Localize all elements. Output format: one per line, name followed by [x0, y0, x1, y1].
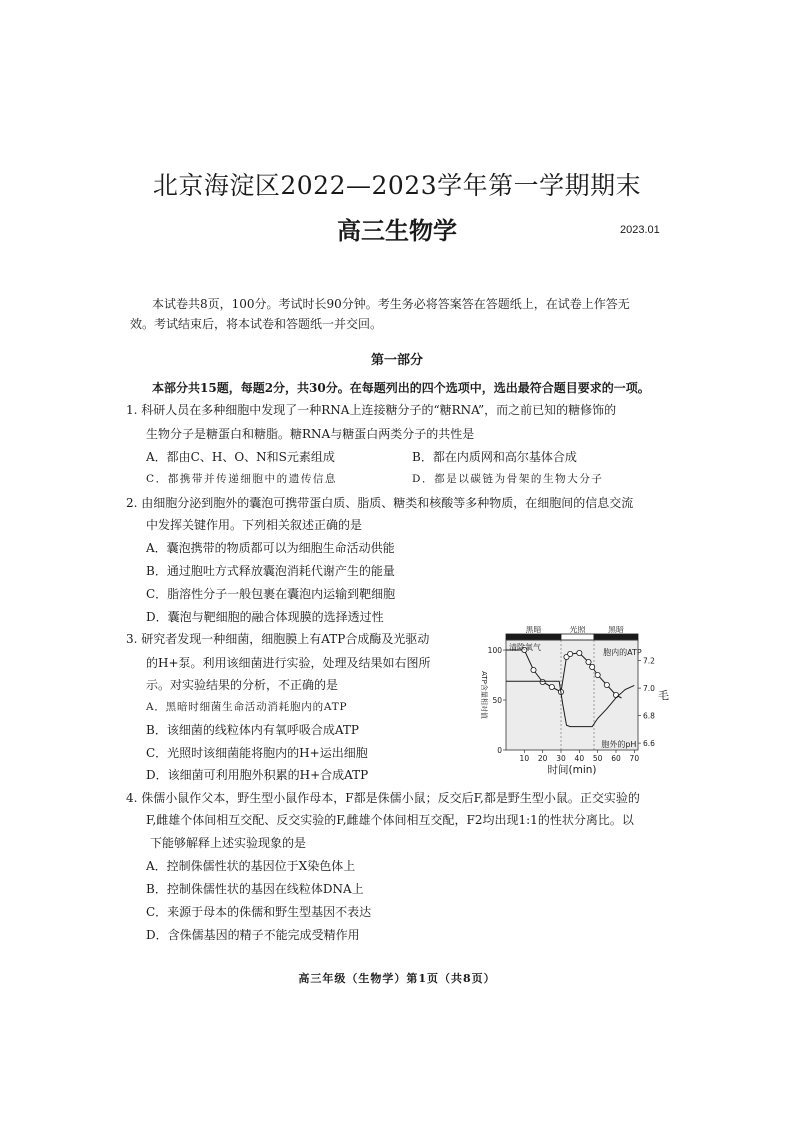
section-instruction: 本部分共15题，每题2分，共30分。在每题列出的四个选项中，选出最符合题目要求的一项。 — [152, 381, 650, 395]
x-tick-label-20: 20 — [537, 754, 548, 763]
atp-point-1 — [531, 667, 536, 672]
y-right-tick-label-6.8: 6.8 — [643, 711, 655, 721]
x-tick-label-60: 60 — [611, 754, 621, 763]
question-3-stem-line-3: 示。对实验结果的分析，不正确的是 — [146, 678, 339, 692]
question-4-stem-line-2: F,雌雄个体间相互交配、反交实验的F,雌雄个体间相互交配，F2均出现1:1的性状分离比。以 — [146, 813, 634, 827]
y-right-tick-label-6.6: 6.6 — [643, 739, 655, 749]
phase-label-1: 光照 — [569, 626, 586, 634]
q3-atp-ph-chart — [472, 626, 672, 778]
y-left-tick-label-50: 50 — [492, 696, 502, 705]
question-3-option-a[interactable]: A．黑暗时细菌生命活动消耗胞内的ATP — [146, 701, 348, 713]
question-2-option-a[interactable]: A．囊泡携带的物质都可以为细胞生命活动供能 — [146, 541, 395, 555]
atp-point-9 — [590, 664, 595, 669]
question-1-option-d[interactable]: D．都是以碳链为骨架的生物大分子 — [412, 473, 604, 485]
x-tick-label-70: 70 — [629, 754, 640, 763]
y-left-tick-label-0: 0 — [497, 746, 502, 755]
question-4-stem-line-3: 下能够解释上述实验现象的是 — [150, 836, 307, 850]
section-title: 第一部分 — [370, 353, 423, 368]
atp-point-6 — [568, 651, 573, 656]
question-2-stem-line-1: 2. 由细胞分泌到胞外的囊泡可携带蛋白质、脂质、糖类和核酸等多种物质，在细胞间的信息交流 — [126, 496, 634, 510]
question-1-option-a[interactable]: A．都由C、H、O、N和S元素组成 — [146, 450, 335, 464]
atp-point-11 — [604, 682, 609, 687]
question-4-option-c[interactable]: C．来源于母本的侏儒和野生型基因不表达 — [146, 905, 372, 919]
question-3-option-c[interactable]: C．光照时该细菌能将胞内的H+运出细胞 — [146, 746, 368, 760]
series-label-atp: 胞内的ATP — [603, 648, 642, 657]
phase-bar-1 — [561, 634, 594, 640]
question-1-option-c[interactable]: C．都携带并传递细胞中的遗传信息 — [146, 473, 338, 485]
atp-point-3 — [549, 684, 554, 689]
x-axis-label: 时间(min) — [547, 764, 597, 776]
y-right-axis-label: 毛 — [658, 689, 669, 702]
question-3-option-d[interactable]: D．该细菌可利用胞外积累的H+合成ATP — [146, 768, 369, 782]
question-1-stem-line-1: 1. 科研人员在多种细胞中发现了一种RNA上连接糖分子的“糖RNA”，而之前已知的糖修饰的 — [126, 403, 617, 417]
question-3-stem-line-1: 3. 研究者发现一种细菌，细胞膜上有ATP合成酶及光驱动 — [126, 632, 430, 646]
x-tick-label-40: 40 — [574, 754, 585, 763]
question-1-option-b[interactable]: B．都在内质网和高尔基体合成 — [412, 450, 577, 464]
exam-date: 2023.01 — [620, 224, 660, 236]
x-tick-label-50: 50 — [592, 754, 603, 763]
intro-line-2: 效。考试结束后，将本试卷和答题纸一并交回。 — [130, 317, 383, 331]
subject-title: 高三生物学 — [337, 216, 457, 245]
question-2-option-d[interactable]: D．囊泡与靶细胞的融合体现膜的选择透过性 — [146, 610, 384, 624]
question-1-stem-line-2: 生物分子是糖蛋白和糖脂。糖RNA与糖蛋白两类分子的共性是 — [146, 427, 475, 441]
intro-line-1: 本试卷共8页，100分。考试时长90分钟。考生务必将答案答在答题纸上，在试卷上作答无 — [152, 297, 630, 311]
question-3-stem-line-2: 的H+泵。利用该细菌进行实验，处理及结果如右图所 — [146, 656, 431, 670]
y-right-tick-label-7.2: 7.2 — [643, 656, 655, 666]
phase-bar-2 — [594, 634, 638, 640]
question-2-option-c[interactable]: C．脂溶性分子一般包裹在囊泡内运输到靶细胞 — [146, 587, 396, 601]
chart-phase-labels — [526, 626, 625, 634]
phase-label-2: 黑暗 — [608, 626, 624, 634]
question-2-stem-line-2: 中发挥关键作用。下列相关叙述正确的是 — [146, 518, 363, 532]
phase-bar-0 — [506, 634, 561, 640]
question-3-option-b[interactable]: B．该细菌的线粒体内有氧呼吸合成ATP — [146, 723, 359, 737]
atp-point-10 — [595, 672, 600, 677]
question-4-stem-line-1: 4. 侏儒小鼠作父本，野生型小鼠作母本，F都是侏儒小鼠；反交后F,都是野生型小鼠。正交实验的 — [126, 791, 640, 805]
x-tick-label-10: 10 — [519, 754, 530, 763]
phase-label-0: 黑暗 — [525, 626, 542, 634]
question-4-option-d[interactable]: D．含侏儒基因的精子不能完成受精作用 — [146, 928, 360, 942]
question-2-option-b[interactable]: B．通过胞吐方式释放囊泡消耗代谢产生的能量 — [146, 564, 395, 578]
question-4-option-b[interactable]: B．控制侏儒性状的基因在线粒体DNA上 — [146, 882, 364, 896]
x-tick-label-30: 30 — [556, 754, 566, 763]
atp-point-8 — [586, 659, 591, 664]
series-label-ph: 胞外的pH — [601, 740, 637, 749]
annotation-clear-oxygen: 清除氧气 — [509, 643, 541, 652]
atp-point-7 — [577, 650, 582, 655]
y-left-tick-label-100: 100 — [487, 646, 502, 655]
page-footer: 高三年级（生物学）第1页（共8页） — [298, 972, 496, 985]
exam-title: 北京海淀区2022—2023学年第一学期期末 — [152, 171, 642, 200]
atp-point-2 — [540, 679, 545, 684]
y-right-tick-label-7: 7.0 — [643, 684, 655, 694]
y-left-axis-label: ATP含量相对值 — [480, 671, 488, 719]
question-4-option-a[interactable]: A．控制侏儒性状的基因位于X染色体上 — [146, 859, 356, 873]
